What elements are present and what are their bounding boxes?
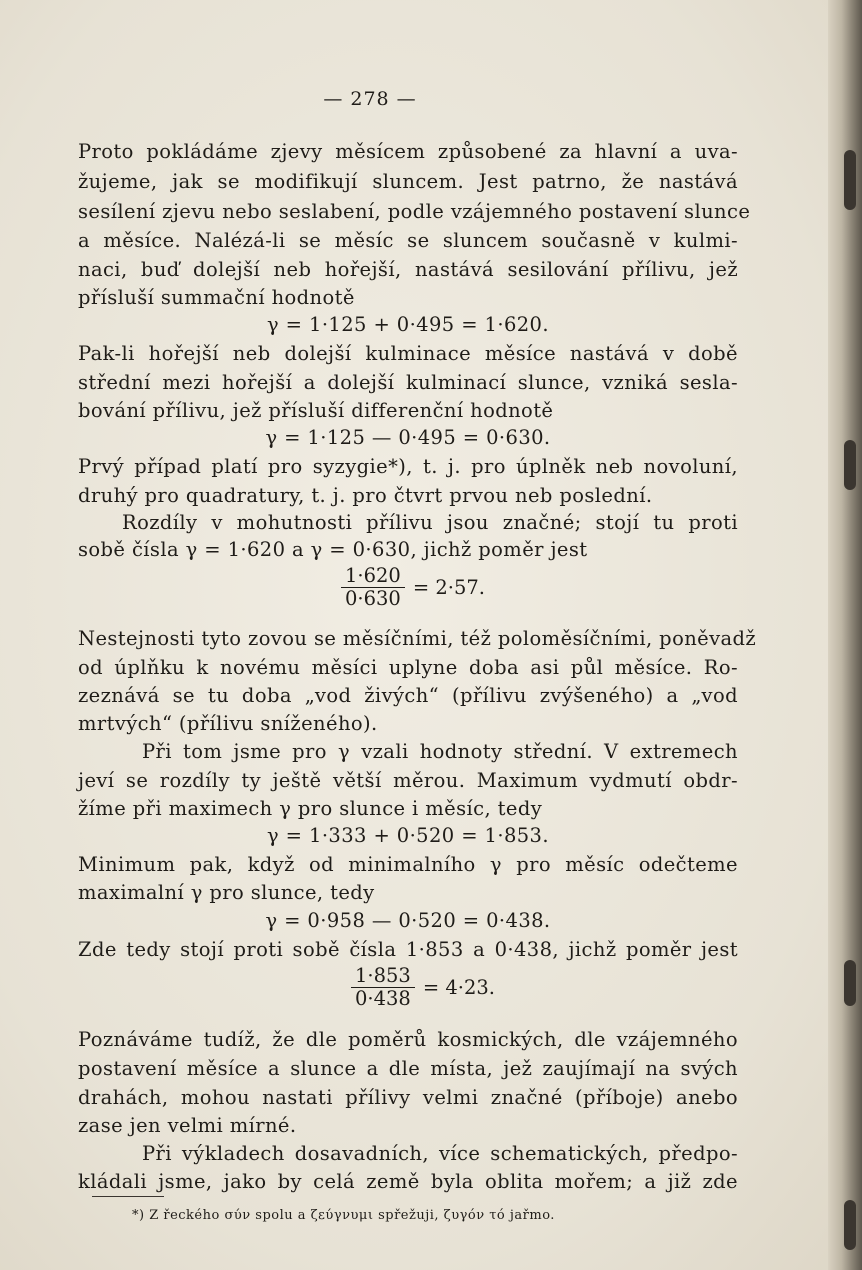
equation-line: γ = 1·125 + 0·495 = 1·620. bbox=[267, 313, 549, 336]
equation-line: γ = 0·958 — 0·520 = 0·438. bbox=[265, 909, 551, 932]
equation-line: γ = 1·333 + 0·520 = 1·853. bbox=[267, 824, 549, 847]
fraction-denominator: 0·438 bbox=[351, 987, 415, 1010]
text-line: zeznává se tu doba „vod živých“ (přílivu zvýšeného) a „vod bbox=[78, 684, 738, 707]
equation-line: γ = 1·125 — 0·495 = 0·630. bbox=[265, 426, 551, 449]
text-line: žíme při maximech γ pro slunce i měsíc, tedy bbox=[78, 797, 543, 820]
text-line: naci, buď dolejší neb hořejší, nastává sesilování přílivu, jež bbox=[78, 258, 738, 281]
fraction-2 bbox=[351, 965, 495, 1010]
text-line: Nestejnosti tyto zovou se měsíčními, též poloměsíčními, poněvadž bbox=[78, 627, 757, 650]
text-line: zase jen velmi mírné. bbox=[78, 1114, 297, 1137]
text-line: sobě čísla γ = 1·620 a γ = 0·630, jichž poměr jest bbox=[78, 538, 588, 561]
text-line: jeví se rozdíly ty ještě větší měrou. Maximum vydmutí obdr- bbox=[78, 769, 738, 792]
text-line: Při tom jsme pro γ vzali hodnoty střední. V extremech bbox=[142, 740, 738, 763]
binding-mark bbox=[844, 1200, 856, 1250]
page-number: — 278 — bbox=[323, 88, 417, 110]
book-spine-shadow bbox=[828, 0, 862, 1270]
binding-mark bbox=[844, 440, 856, 490]
text-line: bování přílivu, jež přísluší differenční hodnotě bbox=[78, 399, 554, 422]
text-line: Pak-li hořejší neb dolejší kulminace měsíce nastává v době bbox=[78, 342, 738, 365]
text-line: Prvý případ platí pro syzygie*), t. j. pro úplněk neb novoluní, bbox=[78, 455, 738, 478]
text-line: Poznáváme tudíž, že dle poměrů kosmických, dle vzájemného bbox=[78, 1028, 738, 1051]
text-line: Minimum pak, když od minimalního γ pro měsíc odečteme bbox=[78, 853, 738, 876]
text-line: maximalní γ pro slunce, tedy bbox=[78, 881, 375, 904]
footnote: *) Z řeckého σύν spolu a ζεύγνυμι spřežuji, ζυγόν τό jařmo. bbox=[132, 1208, 555, 1223]
binding-mark bbox=[844, 150, 856, 210]
footnote-divider bbox=[92, 1196, 164, 1197]
text-line: Proto pokládáme zjevy měsícem způsobené za hlavní a uva- bbox=[78, 140, 738, 163]
text-line: kládali jsme, jako by celá země byla oblita mořem; a již zde bbox=[78, 1170, 738, 1193]
text-line: drahách, mohou nastati přílivy velmi značné (příboje) anebo bbox=[78, 1086, 738, 1109]
binding-mark bbox=[844, 960, 856, 1006]
text-line: a měsíce. Nalézá-li se měsíc se sluncem současně v kulmi- bbox=[78, 229, 738, 252]
text-line: Rozdíly v mohutnosti přílivu jsou značné; stojí tu proti bbox=[122, 511, 738, 534]
fraction-result: = 4·23. bbox=[422, 976, 495, 999]
text-line: postavení měsíce a slunce a dle místa, jež zaujímají na svých bbox=[78, 1057, 738, 1080]
fraction-numerator: 1·853 bbox=[355, 964, 411, 987]
text-line: střední mezi hořejší a dolejší kulminací slunce, vzniká sesla- bbox=[78, 371, 738, 394]
fraction-numerator: 1·620 bbox=[345, 564, 401, 587]
fraction-denominator: 0·630 bbox=[341, 587, 405, 610]
text-line: druhý pro quadratury, t. j. pro čtvrt prvou neb poslední. bbox=[78, 484, 653, 507]
fraction-result: = 2·57. bbox=[412, 576, 485, 599]
fraction-1 bbox=[341, 565, 485, 610]
text-line: Zde tedy stojí proti sobě čísla 1·853 a 0·438, jichž poměr jest bbox=[78, 938, 738, 961]
text-line: mrtvých“ (přílivu sníženého). bbox=[78, 712, 378, 735]
text-line: Při výkladech dosavadních, více schematických, předpo- bbox=[142, 1142, 738, 1165]
text-line: přísluší summační hodnotě bbox=[78, 286, 355, 309]
text-line: žujeme, jak se modifikují sluncem. Jest patrno, že nastává bbox=[78, 170, 738, 193]
text-line: od úplňku k novému měsíci uplyne doba asi půl měsíce. Ro- bbox=[78, 656, 738, 679]
text-line: sesílení zjevu nebo seslabení, podle vzájemného postavení slunce bbox=[78, 200, 751, 223]
